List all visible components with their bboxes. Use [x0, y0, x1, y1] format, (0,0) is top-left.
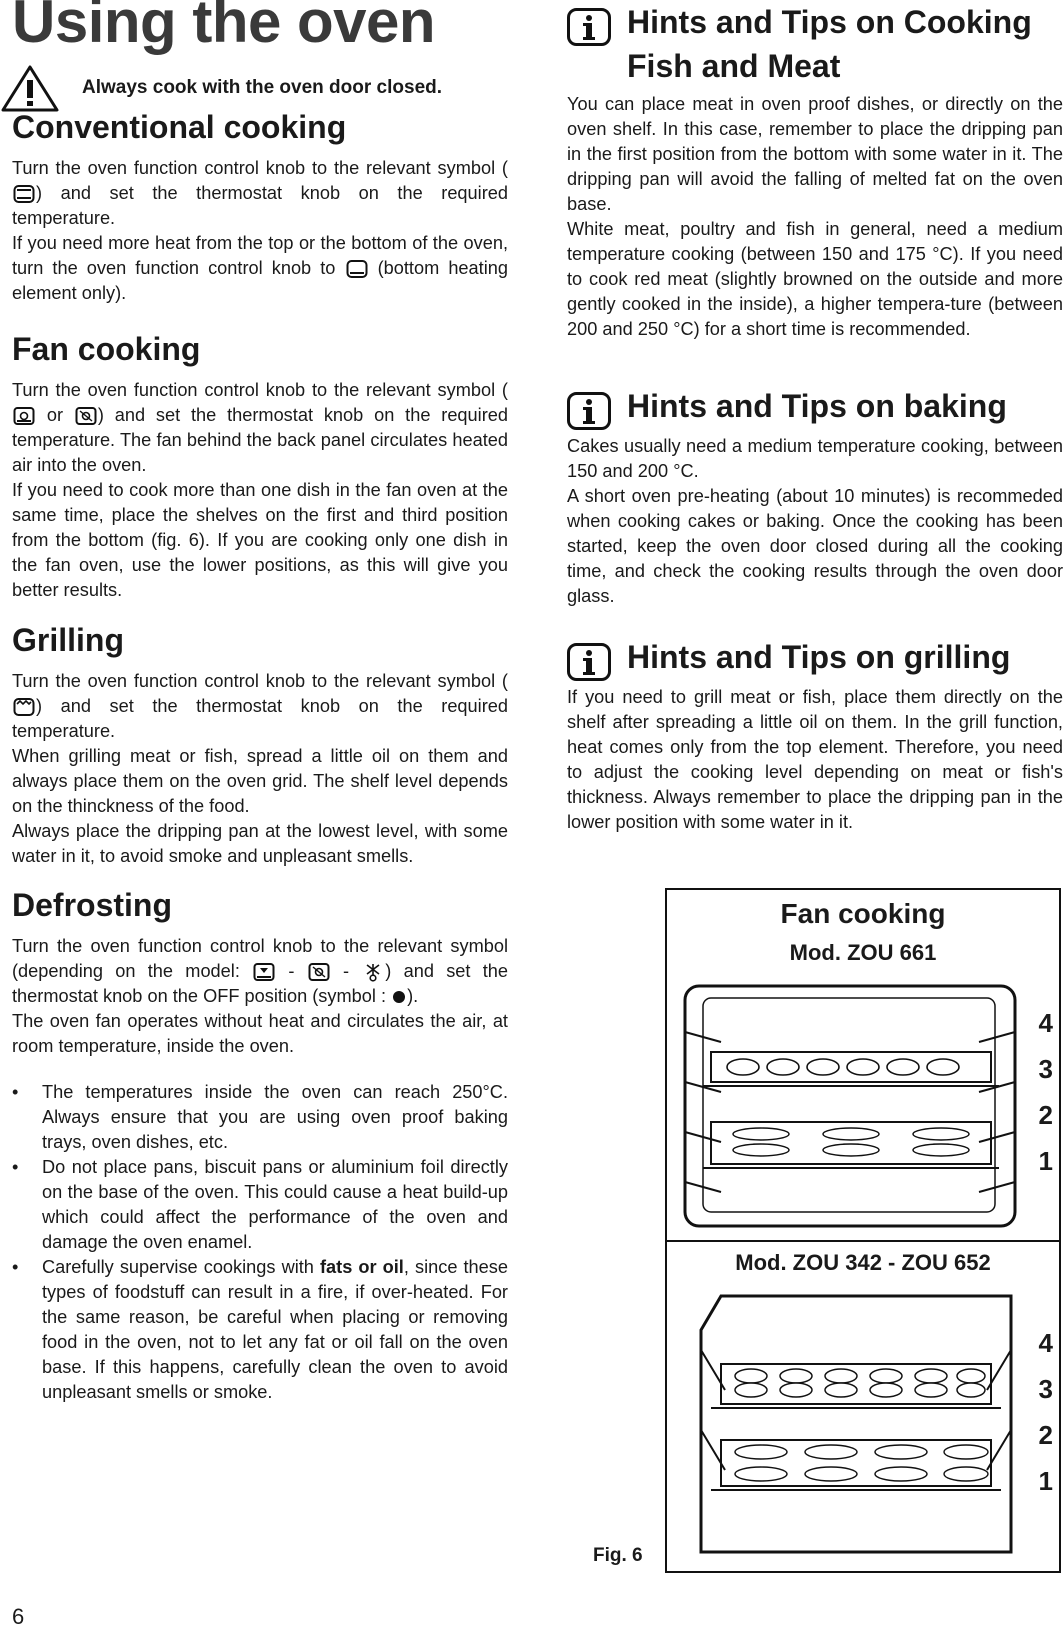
defrost-fan-symbol-icon	[253, 962, 275, 982]
hint-meat-title: Hints and Tips on Cooking Fish and Meat	[627, 4, 1032, 84]
figure-model-a: Mod. ZOU 661	[789, 940, 937, 965]
hint-baking	[567, 384, 1063, 609]
conventional-paragraph-2: If you need more heat from the top or the bottom of the oven, turn the oven function control knob to (bottom heating element only).	[12, 233, 508, 303]
oven-illustration-a	[681, 982, 1031, 1232]
off-dot-symbol-icon	[393, 991, 405, 1003]
conventional-paragraph-1: Turn the oven function control knob to the relevant symbol () and set the thermostat knob on the required temperature.	[12, 158, 508, 228]
section-fan-cooking	[12, 330, 508, 603]
grill-symbol-icon	[13, 697, 35, 717]
hint-meat-paragraph-2: White meat, poultry and fish in general, need a medium temperature cooking (between 150 and 175 °C). If you need to cook red meat (slightly browned on the outside and more gently cooked in the inside), a higher tempera-ture (between 200 and 250 °C) for a short time is recommended.	[567, 219, 1063, 339]
hint-baking-paragraph-2: A short oven pre-heating (about 10 minutes) is recommeded when cooking cakes or baking. Once the cooking has been started, keep the oven door closed during all the cooking time, and check the cooking results through the oven door glass.	[567, 486, 1063, 606]
shelf-level-label: 3	[1038, 1374, 1053, 1404]
info-icon	[567, 643, 611, 681]
hint-grilling-paragraph-1: If you need to grill meat or fish, place them directly on the shelf after spreading a little oil on them. In the grill function, heat comes only from the top element. Therefore, you need to adjust the cooking level depending on meat or fish's thickness. Always remember to place the dripping pan in the lower position with some water in it.	[567, 687, 1063, 832]
section-grilling	[12, 621, 508, 869]
list-item: • The temperatures inside the oven can reach 250°C. Always ensure that you are using oven proof baking trays, oven dishes, etc.	[12, 1082, 508, 1152]
defrost-snowflake-symbol-icon	[362, 962, 384, 982]
figure-title: Fan cooking	[780, 898, 946, 929]
fan-paragraph-2: If you need to cook more than one dish in the fan oven at the same time, place the shelves on the first and third position from the bottom (fig. 6). If you are cooking only one dish in the fan oven, use the lower positions, as this will give you better results.	[12, 480, 508, 600]
hint-baking-paragraph-1: Cakes usually need a medium temperature cooking, between 150 and 200 °C.	[567, 436, 1063, 481]
hint-grilling	[567, 635, 1063, 835]
warning-triangle-icon	[0, 64, 60, 114]
figure-divider	[667, 1240, 1059, 1242]
fan-paragraph-1: Turn the oven function control knob to the relevant symbol ( or ) and set the thermostat knob on the required temperature. The fan behind the back panel circulates heated air into the oven.	[12, 380, 508, 475]
defrosting-paragraph-1: Turn the oven function control knob to the relevant symbol (depending on the model: - - ) and set the thermostat knob on the OFF position (symbol : ).	[12, 936, 509, 1006]
shelf-level-label: 4	[1038, 1008, 1053, 1038]
list-item: • Carefully supervise cookings with fats or oil, since these types of foodstuff can result in a fire, if over-heated. For the same reason, be careful when placing or removing food in the oven, not to let any fat or oil fall on the oven base. If this happens, carefully clean the oven to avoid unpleasant smells or smoke.	[12, 1257, 508, 1402]
shelf-level-label: 4	[1038, 1328, 1053, 1358]
info-icon	[567, 8, 611, 46]
oven-illustration-b	[681, 1290, 1031, 1560]
heading-conventional-cooking: Conventional cooking	[12, 109, 347, 145]
hint-baking-title: Hints and Tips on baking	[627, 388, 1007, 424]
bottom-heat-symbol-icon	[346, 259, 368, 279]
fan-grill-symbol-icon	[75, 406, 97, 426]
shelf-level-label: 1	[1038, 1146, 1053, 1176]
figure-model-b: Mod. ZOU 342 - ZOU 652	[735, 1250, 991, 1275]
shelf-level-label: 3	[1038, 1054, 1053, 1084]
defrost-grill-symbol-icon	[308, 962, 330, 982]
grilling-paragraph-3: Always place the dripping pan at the lowest level, with some water in it, to avoid smoke and unpleasant smells.	[12, 821, 508, 866]
defrosting-paragraph-2: The oven fan operates without heat and circulates the air, at room temperature, inside the oven.	[12, 1011, 508, 1056]
safety-bullets	[12, 1080, 508, 1405]
shelf-level-label: 2	[1038, 1420, 1053, 1450]
list-item: • Do not place pans, biscuit pans or aluminium foil directly on the base of the oven. This could cause a heat build-up which could affect the performance of the oven and damage the oven enamel.	[12, 1157, 508, 1252]
section-conventional-cooking	[12, 108, 508, 306]
heading-grilling: Grilling	[12, 622, 124, 658]
figure-caption: Fig. 6	[593, 1545, 643, 1566]
grilling-paragraph-2: When grilling meat or fish, spread a little oil on them and always place them on the oven grid. The shelf level depends on the thinckness of the food.	[12, 746, 508, 816]
page-title: Using the oven	[12, 0, 436, 55]
page-number: 6	[12, 1604, 25, 1629]
bullet-list	[12, 1080, 508, 1405]
shelf-level-label: 1	[1038, 1466, 1053, 1496]
section-defrosting	[12, 886, 508, 1059]
shelf-level-label: 2	[1038, 1100, 1053, 1130]
grilling-paragraph-1: Turn the oven function control knob to the relevant symbol () and set the thermostat knob on the required temperature.	[12, 671, 508, 741]
hint-meat-paragraph-1: You can place meat in oven proof dishes, or directly on the oven shelf. In this case, remember to place the dripping pan in the first position from the bottom with some water in it. The dripping pan will avoid the falling of melted fat on the oven base.	[567, 94, 1063, 214]
conventional-symbol-icon	[13, 184, 35, 204]
oven-shelf-figure	[665, 888, 1061, 1573]
hint-grilling-title: Hints and Tips on grilling	[627, 639, 1011, 675]
heading-defrosting: Defrosting	[12, 887, 172, 923]
fan-symbol-icon	[13, 406, 35, 426]
heading-fan-cooking: Fan cooking	[12, 331, 201, 367]
warning-text: Always cook with the oven door closed.	[82, 77, 443, 98]
info-icon	[567, 392, 611, 430]
hint-cooking-fish-meat	[567, 0, 1063, 342]
